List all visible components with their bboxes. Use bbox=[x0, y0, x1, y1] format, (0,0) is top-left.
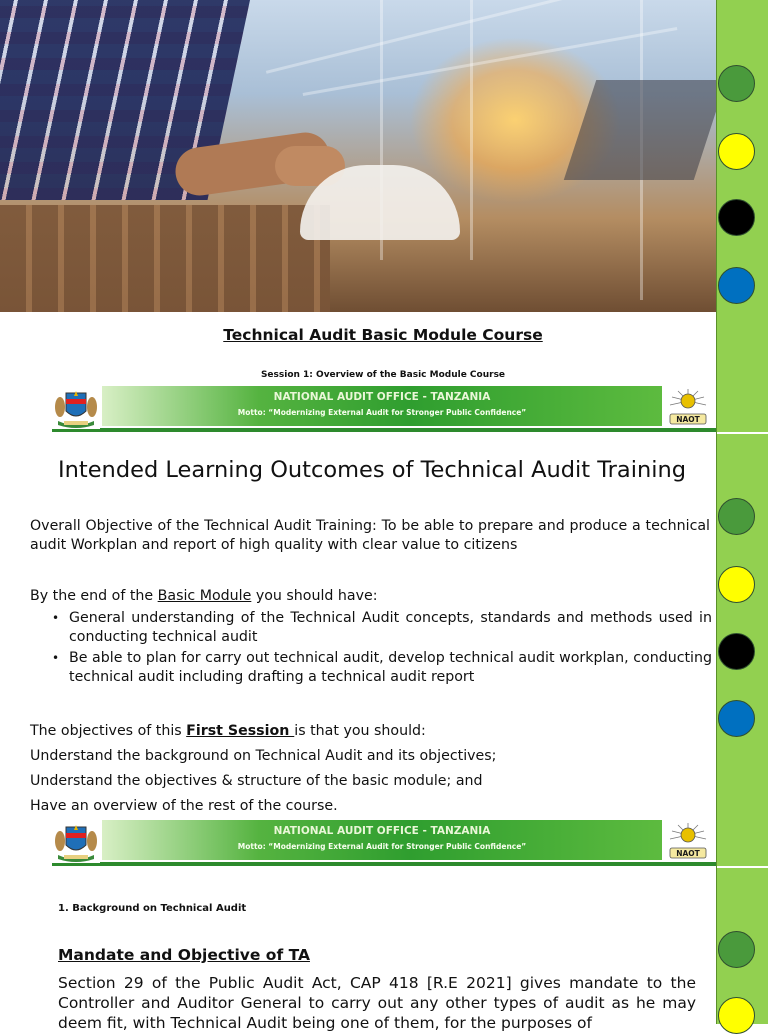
hero-laptop-shape bbox=[564, 80, 716, 180]
outcome-bullet: • Be able to plan for carry out technical audit, develop technical audit workplan, conducting technical audit including drafting a technical audit report bbox=[52, 649, 712, 686]
by-end-prefix: By the end of the bbox=[30, 588, 158, 604]
naot-logo-icon bbox=[662, 821, 714, 861]
banner-org-name: NATIONAL AUDIT OFFICE - TANZANIA bbox=[273, 391, 491, 403]
slide-separator bbox=[717, 866, 768, 868]
black-dot-icon bbox=[718, 199, 755, 236]
overall-objective-text: Overall Objective of the Technical Audit Training: To be able to prepare and produce a technical audit Workplan and report of high quality with clear value to citizens bbox=[30, 518, 710, 553]
tanzania-coat-of-arms-icon bbox=[52, 387, 100, 429]
objectives-prefix: The objectives of this bbox=[30, 723, 187, 739]
by-end-line bbox=[30, 587, 710, 606]
session-label: Session 1: Overview of the Basic Module Course bbox=[260, 370, 506, 380]
basic-module-label: Basic Module bbox=[157, 588, 252, 604]
outcomes-bullet-list bbox=[52, 609, 712, 689]
green-dot-icon bbox=[718, 498, 755, 535]
objective-line: Understand the objectives & structure of the basic module; and bbox=[30, 773, 483, 789]
objectives-suffix: is that you should: bbox=[294, 723, 426, 739]
objectives-intro-line bbox=[30, 722, 710, 741]
yellow-dot-icon bbox=[718, 566, 755, 603]
green-dot-icon bbox=[718, 65, 755, 102]
hero-photo bbox=[0, 0, 716, 312]
tanzania-coat-of-arms-icon bbox=[52, 821, 100, 863]
first-session-label: First Session bbox=[186, 723, 295, 739]
section-label: 1. Background on Technical Audit bbox=[58, 903, 247, 914]
mandate-paragraph: Section 29 of the Public Audit Act, CAP 418 [R.E 2021] gives mandate to the Controller and Auditor General to carry out any other types of audit as he may deem fit, with Technical Audit being one of them, for the purposes of bbox=[58, 974, 696, 1032]
banner-org-name: NATIONAL AUDIT OFFICE - TANZANIA bbox=[273, 825, 491, 837]
decorative-side-strip bbox=[716, 0, 768, 1024]
mandate-heading: Mandate and Objective of TA bbox=[58, 946, 310, 964]
yellow-dot-icon bbox=[718, 133, 755, 170]
by-end-suffix: you should have: bbox=[251, 588, 378, 604]
objective-line: Have an overview of the rest of the course. bbox=[30, 798, 338, 814]
naot-banner bbox=[52, 386, 716, 432]
yellow-dot-icon bbox=[718, 997, 755, 1034]
green-dot-icon bbox=[718, 931, 755, 968]
naot-logo-icon bbox=[662, 387, 714, 427]
slide-separator bbox=[717, 432, 768, 434]
naot-logo-text: NAOT bbox=[676, 849, 700, 858]
banner-motto: Motto: “Modernizing External Audit for Stronger Public Confidence” bbox=[237, 408, 527, 417]
naot-banner bbox=[52, 820, 716, 866]
banner-bar bbox=[102, 820, 662, 860]
banner-motto: Motto: “Modernizing External Audit for Stronger Public Confidence” bbox=[237, 842, 527, 851]
black-dot-icon bbox=[718, 633, 755, 670]
outcome-bullet: • General understanding of the Technical Audit concepts, standards and methods used in conducting technical audit bbox=[52, 609, 712, 646]
objective-line: Understand the background on Technical Audit and its objectives; bbox=[30, 748, 497, 764]
hero-building-shape bbox=[0, 205, 330, 312]
hero-frame-post bbox=[470, 0, 473, 260]
blue-dot-icon bbox=[718, 700, 755, 737]
blue-dot-icon bbox=[718, 267, 755, 304]
course-title: Technical Audit Basic Module Course bbox=[223, 326, 543, 344]
banner-bar bbox=[102, 386, 662, 426]
naot-logo-text: NAOT bbox=[676, 415, 700, 424]
learning-outcomes-heading: Intended Learning Outcomes of Technical Audit Training bbox=[58, 457, 687, 483]
